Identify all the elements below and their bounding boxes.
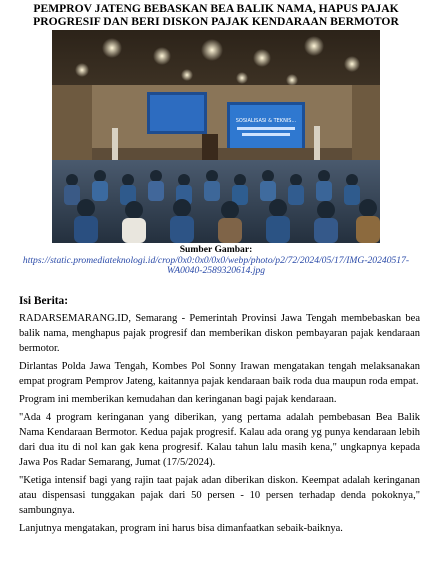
paragraph: Program ini memberikan kemudahan dan keringanan bagi pajak kendaraan. bbox=[19, 394, 337, 405]
paragraph: "Ada 4 program keringanan yang diberikan, yang pertama adalah pembebasan Bea Balik Nama Kendaraan Bermotor. Kedua pajak progresif. Kalau ada orang yg punya kendaraan lebih dari dua itu di nol kan gak kena progresif. Kalau tahun lalu masih kena," ungkapnya kepada Jawa Pos Radar Semarang, Jumat (17/5/2024). bbox=[19, 412, 420, 468]
screen-text: SOSIALISASI & TEKNIS... bbox=[235, 118, 297, 124]
caption-label: Sumber Gambar: bbox=[179, 244, 253, 255]
image-source-link[interactable]: https://static.promediateknologi.id/crop/0x0:0x0/0x0/webp/photo/p2/72/2024/05/17/IMG-20240517-WA0040-2589320614.jpg bbox=[22, 254, 410, 277]
paragraph: RADARSEMARANG.ID, Semarang - Pemerintah Provinsi Jawa Tengah membebaskan bea balik nama, menghapus pajak progresif dan memberikan diskon pembayaran pajak kendaraan bermotor. bbox=[19, 313, 420, 354]
paragraph: Lanjutnya mengatakan, program ini harus bisa dimanfaatkan sebaik-baiknya. bbox=[19, 523, 343, 534]
headline: PEMPROV JATENG BEBASKAN BEA BALIK NAMA, HAPUS PAJAK PROGRESIF DAN BERI DISKON PAJAK KENDARAAN BERMOTOR bbox=[33, 2, 399, 29]
paragraph: Dirlantas Polda Jawa Tengah, Kombes Pol Sonny Irawan mengatakan tengah melaksanakan empat program Pemprov Jateng, kaitannya pajak kendaraan baik roda dua maupun roda empat. bbox=[19, 361, 420, 387]
article-body bbox=[19, 294, 420, 539]
conference-photo-illustration bbox=[52, 30, 380, 243]
section-title: Isi Berita: bbox=[19, 295, 69, 307]
image-caption bbox=[12, 245, 420, 277]
paragraph: "Ketiga intensif bagi yang rajin taat pajak adan diberikan diskon. Keempat adalah keringanan atau dispensasi tunggakan pajak dari 50 persen - 10 persen terhadap denda pokoknya," sambungnya. bbox=[19, 475, 420, 516]
conference-photo bbox=[52, 30, 380, 243]
